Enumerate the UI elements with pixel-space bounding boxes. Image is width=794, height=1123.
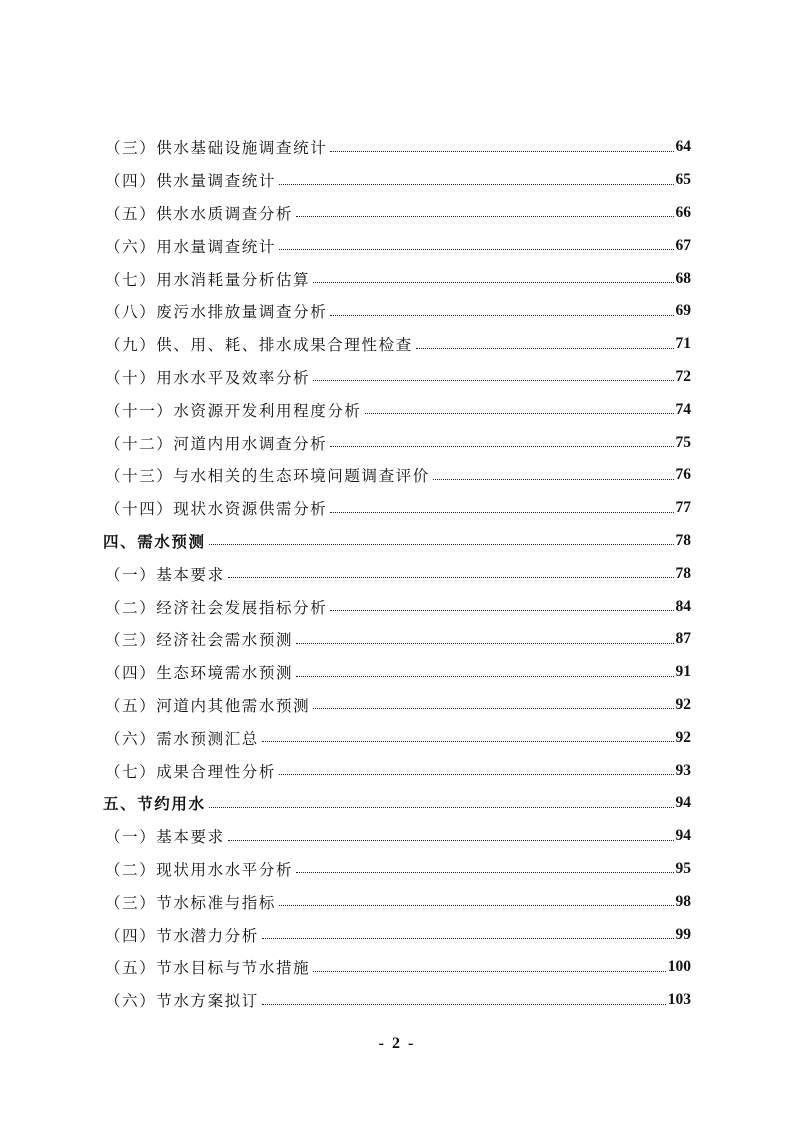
toc-dot-leader: [365, 413, 674, 414]
toc-entry-title: （三）经济社会需水预测: [105, 631, 294, 650]
toc-entry-title: （六）需水预测汇总: [105, 729, 259, 748]
toc-dot-leader: [330, 610, 673, 611]
toc-entry-page: 99: [675, 925, 691, 943]
toc-entry[interactable]: [103, 984, 691, 1017]
toc-dot-leader: [296, 676, 673, 677]
toc-dot-leader: [330, 151, 673, 152]
toc-entry[interactable]: [103, 689, 691, 722]
toc-entry[interactable]: [103, 951, 691, 984]
toc-entry-page: 69: [675, 302, 691, 320]
toc-entry[interactable]: [103, 295, 691, 328]
toc-entry-page: 91: [675, 663, 691, 681]
toc-entry-page: 84: [675, 597, 691, 615]
toc-entry-page: 98: [675, 892, 691, 910]
toc-entry[interactable]: [103, 361, 691, 394]
toc-entry-title: （十二）河道内用水调查分析: [105, 434, 328, 453]
toc-dot-leader: [279, 249, 673, 250]
toc-entry-page: 74: [675, 400, 691, 418]
toc-entry-page: 95: [675, 859, 691, 877]
toc-entry-title: （一）基本要求: [105, 828, 225, 847]
toc-entry[interactable]: [103, 656, 691, 689]
toc-entry[interactable]: [103, 262, 691, 295]
page-number: - 2 -: [378, 1035, 416, 1052]
toc-entry-page: 67: [675, 236, 691, 254]
toc-entry[interactable]: [103, 164, 691, 197]
toc-entry[interactable]: [103, 557, 691, 590]
toc-entry[interactable]: [103, 459, 691, 492]
toc-entry-title: （三）供水基础设施调查统计: [105, 139, 328, 158]
toc-entry-title: （八）废污水排放量调查分析: [105, 303, 328, 322]
toc-dot-leader: [330, 315, 673, 316]
toc-entry[interactable]: [103, 918, 691, 951]
toc-entry-page: 78: [675, 531, 691, 549]
toc-dot-leader: [433, 479, 674, 480]
toc-entry-page: 72: [675, 367, 691, 385]
toc-dot-leader: [209, 544, 674, 545]
toc-entry[interactable]: [103, 328, 691, 361]
toc-dot-leader: [262, 741, 674, 742]
toc-entry[interactable]: [103, 820, 691, 853]
toc-entry-page: 64: [675, 138, 691, 156]
toc-section-heading[interactable]: [103, 787, 691, 820]
toc-entry-title: （五）节水目标与节水措施: [105, 959, 311, 978]
toc-entry-title: （四）供水量调查统计: [105, 172, 277, 191]
toc-entry-title: （四）节水潜力分析: [105, 926, 259, 945]
toc-section-heading[interactable]: [103, 525, 691, 558]
toc-dot-leader: [313, 282, 673, 283]
toc-entry-title: （三）节水标准与指标: [105, 893, 277, 912]
toc-entry-page: 100: [667, 958, 691, 976]
toc-dot-leader: [279, 905, 673, 906]
toc-entry-page: 75: [675, 433, 691, 451]
toc-entry-page: 71: [675, 335, 691, 353]
toc-entry-page: 92: [675, 728, 691, 746]
toc-dot-leader: [313, 971, 666, 972]
toc-entry-title: （四）生态环境需水预测: [105, 664, 294, 683]
toc-entry-title: （二）经济社会发展指标分析: [105, 598, 328, 617]
toc-entry[interactable]: [103, 393, 691, 426]
toc-entry-page: 68: [675, 269, 691, 287]
toc-dot-leader: [416, 348, 674, 349]
toc-entry-page: 103: [667, 991, 691, 1009]
toc-dot-leader: [296, 872, 673, 873]
toc-entry-page: 93: [675, 761, 691, 779]
toc-entry-page: 94: [675, 827, 691, 845]
toc-entry-page: 76: [675, 466, 691, 484]
toc-entry-page: 66: [675, 203, 691, 221]
toc-entry[interactable]: [103, 426, 691, 459]
toc-dot-leader: [228, 577, 674, 578]
toc-dot-leader: [313, 708, 673, 709]
toc-entry-title: （五）河道内其他需水预测: [105, 696, 311, 715]
toc-dot-leader: [228, 840, 674, 841]
toc-dot-leader: [296, 216, 673, 217]
toc-entry-title: （九）供、用、耗、排水成果合理性检查: [105, 336, 413, 355]
toc-entry-page: 77: [675, 499, 691, 517]
toc-entry[interactable]: [103, 885, 691, 918]
toc-entry-title: （七）成果合理性分析: [105, 762, 277, 781]
toc-entry-page: 87: [675, 630, 691, 648]
toc-entry[interactable]: [103, 492, 691, 525]
toc-entry-title: （二）现状用水水平分析: [105, 860, 294, 879]
toc-entry-title: 四、需水预测: [103, 531, 206, 551]
toc-entry[interactable]: [103, 721, 691, 754]
toc-entry-title: （五）供水水质调查分析: [105, 204, 294, 223]
toc-entry[interactable]: [103, 754, 691, 787]
toc-entry-title: （一）基本要求: [105, 565, 225, 584]
toc-dot-leader: [296, 643, 673, 644]
toc-entry-title: （六）用水量调查统计: [105, 237, 277, 256]
toc-entry-title: （七）用水消耗量分析估算: [105, 270, 311, 289]
toc-entry-page: 92: [675, 695, 691, 713]
toc-dot-leader: [279, 774, 673, 775]
toc-entry[interactable]: [103, 623, 691, 656]
toc-entry-page: 94: [675, 794, 691, 812]
toc-entry-title: （十四）现状水资源供需分析: [105, 500, 328, 519]
toc-dot-leader: [262, 938, 674, 939]
toc-dot-leader: [262, 1004, 666, 1005]
toc-entry[interactable]: [103, 853, 691, 886]
toc-dot-leader: [330, 512, 673, 513]
toc-entry[interactable]: [103, 229, 691, 262]
toc-entry[interactable]: [103, 131, 691, 164]
toc-entry-page: 78: [675, 564, 691, 582]
table-of-contents: [103, 131, 691, 1017]
toc-entry-title: （十）用水水平及效率分析: [105, 368, 311, 387]
toc-dot-leader: [209, 807, 674, 808]
toc-entry-title: 五、节约用水: [103, 794, 206, 814]
toc-entry[interactable]: [103, 590, 691, 623]
toc-dot-leader: [279, 184, 673, 185]
toc-entry[interactable]: [103, 197, 691, 230]
toc-entry-title: （六）节水方案拟订: [105, 992, 259, 1011]
toc-entry-page: 65: [675, 171, 691, 189]
toc-dot-leader: [330, 446, 673, 447]
toc-entry-title: （十三）与水相关的生态环境问题调查评价: [105, 467, 430, 486]
toc-dot-leader: [313, 380, 673, 381]
toc-entry-title: （十一）水资源开发利用程度分析: [105, 401, 362, 420]
